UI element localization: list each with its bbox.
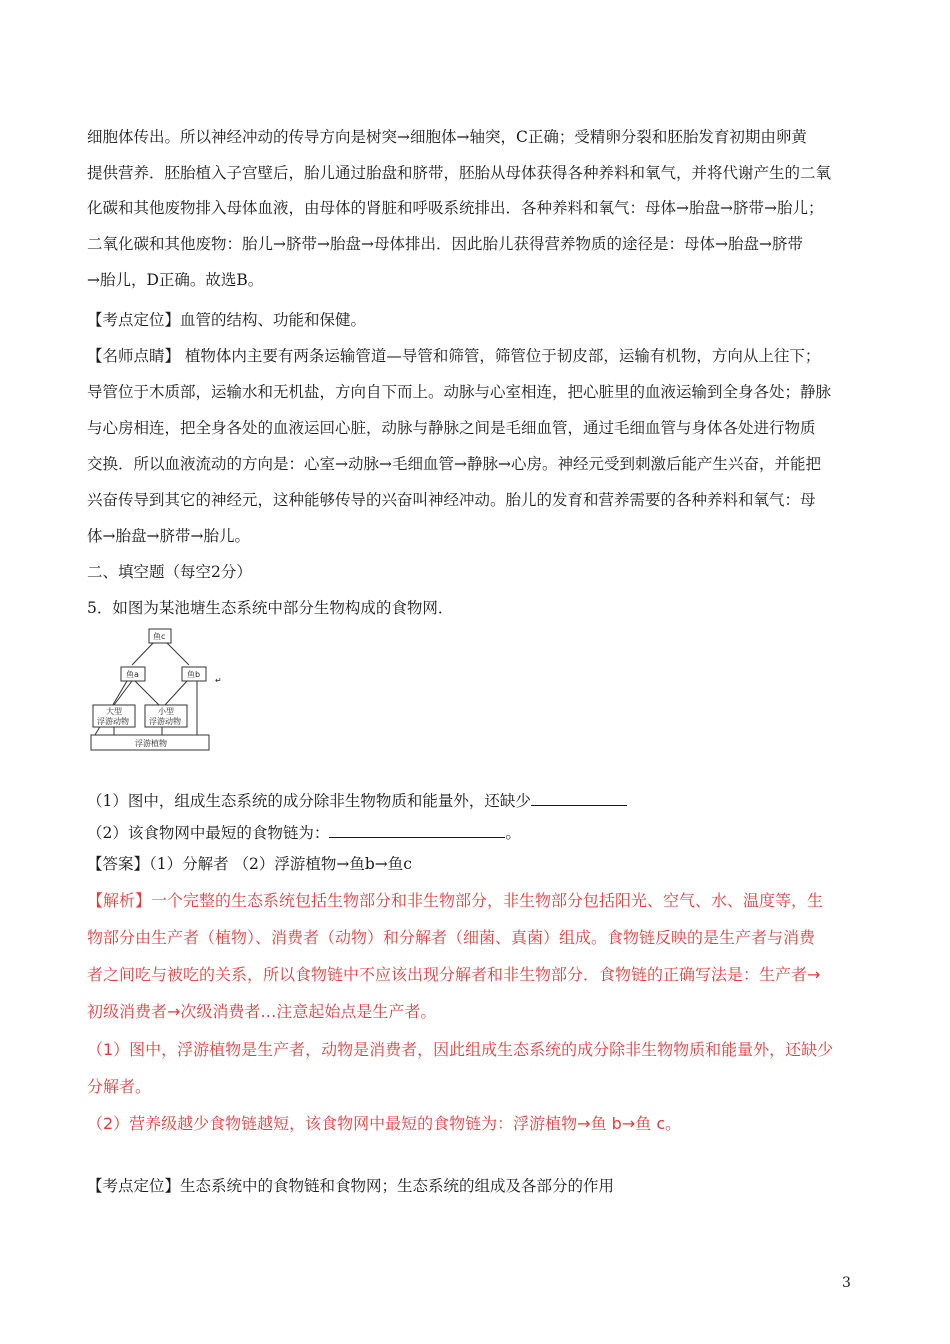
page-number: 3 bbox=[842, 1275, 851, 1291]
small-zooplankton-label-2: 浮游动物 bbox=[149, 717, 181, 726]
question-2-text: （2）该食物网中最短的食物链为： bbox=[87, 824, 330, 842]
fish-c-label: 鱼c bbox=[153, 632, 166, 641]
small-zooplankton-label-1: 小型 bbox=[158, 707, 174, 716]
text-line: 提供营养．胚胎植入子宫壁后，胎儿通过胎盘和脐带，胚胎从母体获得各种养料和氧气，并将代谢产生的二氧 bbox=[87, 164, 832, 182]
section-heading: 二、填空题（每空2分） bbox=[87, 563, 252, 581]
question-1-text: （1）图中，组成生态系统的成分除非生物物质和能量外，还缺少 bbox=[87, 792, 531, 810]
analysis-line: 【解析】一个完整的生态系统包括生物部分和非生物部分，非生物部分包括阳光、空气、水、温度等，生 bbox=[87, 891, 824, 910]
text-line: 细胞体传出。所以神经冲动的传导方向是树突→细胞体→轴突，C正确；受精卵分裂和胚胎发育初期由卵黄 bbox=[87, 128, 807, 146]
question-2-end: 。 bbox=[505, 824, 521, 842]
text-line: 化碳和其他废物排入母体血液，由母体的肾脏和呼吸系统排出．各种养料和氧气：母体→胎盘→脐带→胎儿； bbox=[87, 199, 824, 217]
food-web-diagram bbox=[87, 627, 232, 754]
exam-point-line-2: 【考点定位】生态系统中的食物链和食物网；生态系统的组成及各部分的作用 bbox=[87, 1177, 615, 1195]
answer-blank-2 bbox=[329, 821, 505, 838]
text-line: 二氧化碳和其他废物：胎儿→脐带→胎盘→母体排出．因此胎儿获得营养物质的途径是：母体→胎盘→脐带 bbox=[87, 235, 803, 253]
text-line: 与心房相连，把全身各处的血液运回心脏，动脉与静脉之间是毛细血管，通过毛细血管与身体各处进行物质 bbox=[87, 419, 816, 437]
fish-b-label: 鱼b bbox=[187, 670, 201, 679]
analysis-line: 者之间吃与被吃的关系，所以食物链中不应该出现分解者和非生物部分．食物链的正确写法是：生产者→ bbox=[87, 965, 821, 984]
large-zooplankton-label-2: 浮游动物 bbox=[97, 717, 129, 726]
teacher-note-line: 【名师点睛】 植物体内主要有两条运输管道—导管和筛管，筛管位于韧皮部，运输有机物，方向从上往下； bbox=[87, 347, 821, 365]
question-2 bbox=[87, 821, 880, 844]
food-web-svg bbox=[87, 627, 232, 754]
text-line: →胎儿，D正确。故选B。 bbox=[87, 271, 264, 289]
answer-line: 【答案】（1）分解者 （2）浮游植物→鱼b→鱼c bbox=[87, 855, 412, 873]
question-stem: 5．如图为某池塘生态系统中部分生物构成的食物网． bbox=[87, 599, 454, 617]
question-1 bbox=[87, 789, 880, 812]
analysis-line: （1）图中，浮游植物是生产者，动物是消费者，因此组成生态系统的成分除非生物物质和能量外，还缺少 bbox=[87, 1040, 834, 1059]
text-line: 交换．所以血液流动的方向是：心室→动脉→毛细血管→静脉→心房。神经元受到刺激后能产生兴奋，并能把 bbox=[87, 455, 821, 473]
text-line: 导管位于木质部，运输水和无机盐，方向自下而上。动脉与心室相连，把心脏里的血液运输到全身各处；静脉 bbox=[87, 383, 832, 401]
large-zooplankton-label-1: 大型 bbox=[106, 707, 122, 716]
exam-point-line: 【考点定位】血管的结构、功能和保健。 bbox=[87, 311, 367, 329]
answer-blank-1 bbox=[531, 789, 627, 806]
text-line: 兴奋传导到其它的神经元，这种能够传导的兴奋叫神经冲动。胎儿的发育和营养需要的各种养料和氧气：母 bbox=[87, 491, 816, 509]
text-line: 体→胎盘→脐带→胎儿。 bbox=[87, 527, 250, 545]
analysis-line: 初级消费者→次级消费者…注意起始点是生产者。 bbox=[87, 1002, 437, 1021]
phytoplankton-label: 浮游植物 bbox=[135, 739, 167, 748]
analysis-line: 分解者。 bbox=[87, 1077, 152, 1096]
return-mark: ↵ bbox=[215, 676, 222, 685]
analysis-line: （2）营养级越少食物链越短，该食物网中最短的食物链为：浮游植物→鱼 b→鱼 c。 bbox=[87, 1114, 682, 1133]
fish-a-label: 鱼a bbox=[126, 670, 139, 679]
analysis-line: 物部分由生产者（植物）、消费者（动物）和分解者（细菌、真菌）组成。食物链反映的是生产者与消费 bbox=[87, 928, 816, 947]
